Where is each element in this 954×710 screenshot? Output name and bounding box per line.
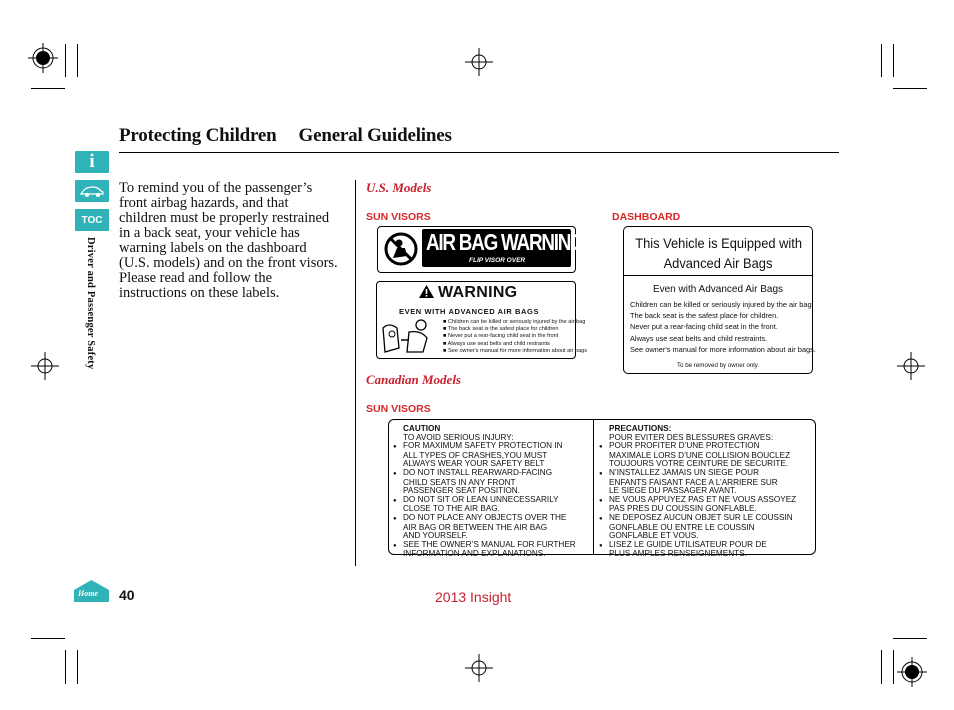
label-line-text: LISEZ LE GUIDE UTILISATEUR POUR DE [609,539,767,549]
section-title: Protecting Children [119,125,277,146]
registration-mark-icon [465,654,493,682]
dashboard-item: Always use seat belts and child restraints. [630,333,768,343]
canadian-models-heading: Canadian Models [366,372,461,387]
label-line-text: DO NOT INSTALL REARWARD-FACING [403,467,553,477]
label-line-text: LE SIEGE DU PASSAGER AVANT. [609,486,737,496]
label-line-text: AND YOURSELF. [403,531,468,541]
caution-heading: CAUTION [403,424,441,433]
canadian-english-column [393,425,576,559]
dashboard-item: See owner's manual for more information about air bags. [630,344,816,354]
precautions-lines [599,442,796,559]
canadian-french-column [599,425,796,559]
label-line-text: INFORMATION AND EXPLANATIONS. [403,549,546,559]
dashboard-item: Children can be killed or seriously injured by the air bag. [630,300,814,309]
label-line-text: ENFANTS FAISANT FACE A L’ARRIERE SUR [609,477,778,487]
dashboard-title [635,233,801,273]
title-rule [119,152,839,153]
child-seat-icon [379,318,437,356]
body-line: To remind you of the passenger’s [119,180,313,196]
airbag-child-icon [381,230,421,268]
bullet-icon: ● [599,444,603,451]
airbag-warning-banner [422,229,584,267]
dashboard-subtitle: Even with Advanced Air Bags [652,284,784,295]
warning-item: ■ See owner's manual for more information about air bags [443,347,588,354]
body-line: children must be properly restrained [119,210,330,226]
toc-tab[interactable] [75,209,109,231]
body-line: front airbag hazards, and that [119,195,289,211]
caution-lines [393,442,576,559]
bullet-icon: ● [393,542,397,549]
chapter-label: Driver and Passenger Safety [85,237,96,370]
label-line-text: ALWAYS WEAR YOUR SAFETY BELT [403,459,545,469]
body-line: Please read and follow the [119,270,273,286]
canadian-label-divider [593,420,594,554]
precautions-heading: PRECAUTIONS: [609,424,672,433]
warning-title-row [419,284,517,302]
bullet-icon: ● [599,470,603,477]
model-name: 2013 Insight [435,589,512,605]
home-button[interactable] [74,580,109,602]
canadian-sun-visors-label: SUN VISORS [366,403,431,415]
body-line: instructions on these labels. [119,285,280,301]
registration-mark-icon [897,657,927,687]
us-models-heading: U.S. Models [366,180,432,195]
label-line-text: NE VOUS APPUYEZ PAS ET NE VOUS ASSOYEZ [609,494,797,504]
car-icon [79,184,105,198]
bullet-icon: ● [599,542,603,549]
label-line-text: POUR PROFITER D’UNE PROTECTION [609,441,760,451]
body-line: (U.S. models) and on the front visors. [119,255,338,271]
label-line-text: DO NOT PLACE ANY OBJECTS OVER THE [403,512,567,522]
body-paragraph [119,181,351,301]
us-sun-visors-label: SUN VISORS [366,211,431,223]
airbag-warning-label [377,226,584,273]
label-line-text: TOUJOURS VOTRE CEINTURE DE SECURITE. [609,459,789,469]
label-line [599,550,796,559]
home-label: Home [78,589,98,598]
dashboard-item: The back seat is the safest place for children. [630,311,779,321]
registration-mark-icon [465,48,493,76]
column-divider [355,180,356,566]
label-line-text: CLOSE TO THE AIR BAG. [403,504,500,514]
info-icon: i [89,151,95,172]
label-line [393,550,576,559]
bullet-icon: ● [393,470,397,477]
label-line-text: PAS PRES DU COUSSIN GONFLABLE. [609,504,757,514]
label-line-text: PASSENGER SEAT POSITION. [403,486,520,496]
warning-label [376,281,588,359]
precautions-subheading: POUR EVITER DES BLESSURES GRAVES: [609,432,774,442]
body-line: warning labels on the dashboard [119,240,307,256]
airbag-warning-title: AIR BAG WARNING [426,229,584,255]
page-number: 40 [119,587,135,603]
dashboard-title-line: Advanced Air Bags [663,255,773,271]
dashboard-divider [624,275,812,276]
label-line-text: AIR BAG OR BETWEEN THE AIR BAG [403,522,548,532]
label-line-text: N’INSTALLEZ JAMAIS UN SIEGE POUR [609,467,759,477]
bullet-icon: ● [599,497,603,504]
page-title [119,125,452,147]
warning-item: ■ Never put a rear-facing child seat in the front [443,333,559,340]
body-line: in a back seat, your vehicle has [119,225,300,241]
label-line-text: FOR MAXIMUM SAFETY PROTECTION IN [403,441,563,451]
warning-list [443,319,587,355]
dashboard-title-line: This Vehicle is Equipped with [635,235,803,251]
toc-icon: TOC [81,214,103,226]
bullet-icon: ● [393,497,397,504]
info-tab[interactable] [75,151,109,173]
caution-subheading: TO AVOID SERIOUS INJURY: [403,432,514,442]
subsection-title: General Guidelines [298,125,452,146]
bullet-icon: ● [599,515,603,522]
label-line-text: NE DEPOSEZ AUCUN OBJET SUR LE COUSSIN [609,512,793,522]
dashboard-label: DASHBOARD [612,211,681,223]
label-line-text: SEE THE OWNER’S MANUAL FOR FURTHER [403,539,576,549]
registration-mark-icon [897,352,925,380]
registration-mark-icon [28,43,58,73]
registration-mark-icon [31,352,59,380]
label-line-text: GONFLABLE ET VOUS. [609,531,699,541]
label-line-text: DO NOT SIT OR LEAN UNNECESSARILY [403,494,559,504]
warning-item: ■ The back seat is the safest place for children [443,326,559,333]
label-line-text: ALL TYPES OF CRASHES,YOU MUST [403,450,548,460]
dashboard-item: Never put a rear-facing child seat in the front. [630,322,778,332]
label-line-text: GONFLABLE OU ENTRE LE COUSSIN [609,522,755,532]
dashboard-footer: To be removed by owner only. [676,362,760,369]
bullet-icon: ● [393,444,397,451]
dashboard-list [630,299,816,355]
car-tab[interactable] [75,180,109,202]
airbag-warning-subtitle: FLIP VISOR OVER [469,257,526,264]
warning-subtitle: EVEN WITH ADVANCED AIR BAGS [399,307,540,316]
warning-item: ■ Always use seat belts and child restraints [443,340,550,347]
label-line-text: MAXIMALE LORS D’UNE COLLISION BOUCLEZ [609,450,791,460]
bullet-icon: ● [393,515,397,522]
label-line-text: CHILD SEATS IN ANY FRONT [403,477,516,487]
label-line-text: PLUS AMPLES RENSEIGNEMENTS. [609,549,747,559]
warning-title: WARNING [438,284,518,301]
warning-triangle-icon [419,285,434,298]
warning-item: ■ Children can be killed or seriously injured by the air bag [443,319,586,325]
